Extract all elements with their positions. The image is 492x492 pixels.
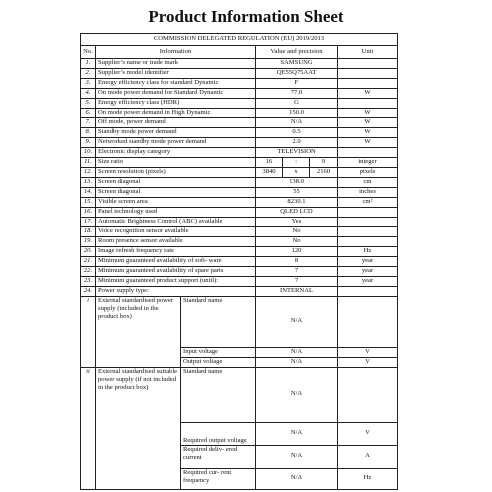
row-number: 11.: [81, 158, 96, 168]
row-info: Image refresh frequency rate: [96, 247, 256, 257]
row-info: Electronic display category: [96, 148, 256, 158]
row-unit: cm: [338, 177, 398, 187]
row-info: Off mode, power demand: [96, 118, 256, 128]
row-value: 77.0: [256, 88, 338, 98]
row-unit: [338, 148, 398, 158]
row-value: INTERNAL: [256, 286, 338, 296]
row-unit: W: [338, 108, 398, 118]
row-info: Size ratio: [96, 158, 256, 168]
sub-value: N/A: [256, 468, 338, 489]
sub-value: N/A: [256, 367, 338, 422]
row-unit: inches: [338, 187, 398, 197]
row-value: 138.0: [256, 177, 338, 187]
table-row: [81, 158, 398, 168]
ratio-sep: :: [283, 158, 310, 168]
row-value: TELEVISION: [256, 148, 338, 158]
sub-label: Required output voltage: [181, 422, 256, 445]
row-unit: W: [338, 138, 398, 148]
row-info: Screen diagonal: [96, 187, 256, 197]
table-row: [81, 59, 398, 69]
row-info: Networked standby mode power demand: [96, 138, 256, 148]
row-number: 5.: [81, 98, 96, 108]
table-row: [81, 98, 398, 108]
sub-value: N/A: [256, 347, 338, 357]
regulation-title: COMMISSION DELEGATED REGULATION (EU) 2019/2013: [81, 34, 398, 46]
table-row: [81, 128, 398, 138]
row-value: N/A: [256, 118, 338, 128]
row-value: Yes: [256, 217, 338, 227]
row-unit: year: [338, 267, 398, 277]
row-info: Screen resolution (pixels): [96, 167, 256, 177]
row-unit: [338, 68, 398, 78]
power-supply-i-row: [81, 296, 398, 347]
sub-unit: V: [338, 357, 398, 367]
row-info: Minimum guaranteed product support (until):: [96, 276, 256, 286]
row-number: 10.: [81, 148, 96, 158]
row-info: Supplier’s model identifier: [96, 68, 256, 78]
row-number: 1.: [81, 59, 96, 69]
row-info: Automatic Brightness Control (ABC) available: [96, 217, 256, 227]
ratio-b: 9: [310, 158, 338, 168]
row-info: Energy efficiency class for standard Dynamic: [96, 78, 256, 88]
row-value: 55: [256, 187, 338, 197]
row-value: 8: [256, 257, 338, 267]
row-info: Room presence sensor available: [96, 237, 256, 247]
row-unit: [338, 207, 398, 217]
row-number: 16.: [81, 207, 96, 217]
sub-value: N/A: [256, 422, 338, 445]
info-table: [80, 33, 398, 490]
sub-label: Input voltage: [181, 347, 256, 357]
sub-unit: A: [338, 445, 398, 468]
table-row: [81, 88, 398, 98]
sub-label: Standard name: [181, 296, 256, 347]
table-row: [81, 118, 398, 128]
row-unit: W: [338, 88, 398, 98]
row-value: 2.0: [256, 138, 338, 148]
row-number: 9.: [81, 138, 96, 148]
table-row: [81, 217, 398, 227]
row-unit: [338, 286, 398, 296]
row-info: Visible screen area: [96, 197, 256, 207]
row-number: i: [81, 296, 96, 367]
row-value: QE55Q75AAT: [256, 68, 338, 78]
sub-label: Output voltage: [181, 357, 256, 367]
power-supply-ii-label: External standardised suitable power supply (if not included in the product box): [96, 367, 181, 489]
row-value: 0.5: [256, 128, 338, 138]
row-info: Standby mode power demand: [96, 128, 256, 138]
table-row: [81, 207, 398, 217]
row-info: On mode power demand in High Dynamic: [96, 108, 256, 118]
resolution-sep: x: [283, 167, 310, 177]
table-row: [81, 167, 398, 177]
row-unit: year: [338, 276, 398, 286]
row-value: F: [256, 78, 338, 88]
row-value: 7: [256, 276, 338, 286]
row-number: 7.: [81, 118, 96, 128]
table-row: [81, 138, 398, 148]
row-value: 120: [256, 247, 338, 257]
col-header-information: Information: [96, 46, 256, 59]
sub-value: N/A: [256, 296, 338, 347]
row-info: Screen diagonal: [96, 177, 256, 187]
row-number: 14.: [81, 187, 96, 197]
sub-unit: [338, 296, 398, 347]
row-unit: W: [338, 128, 398, 138]
table-row: [81, 227, 398, 237]
power-supply-i-label: External standardised power supply (included in the product box): [96, 296, 181, 367]
row-unit: [338, 59, 398, 69]
header-row: [81, 46, 398, 59]
row-value: QLED LCD: [256, 207, 338, 217]
row-info: Minimum guaranteed availability of soft- ware: [96, 257, 256, 267]
table-row: [81, 267, 398, 277]
row-number: 21.: [81, 257, 96, 267]
row-value: No: [256, 237, 338, 247]
table-row: [81, 257, 398, 267]
table-row: [81, 78, 398, 88]
row-value: SAMSUNG: [256, 59, 338, 69]
col-header-no: No.: [81, 46, 96, 59]
table-row: [81, 276, 398, 286]
row-number: 3.: [81, 78, 96, 88]
row-unit: [338, 98, 398, 108]
col-header-unit: Unit: [338, 46, 398, 59]
row-value: 8230.1: [256, 197, 338, 207]
table-row: [81, 197, 398, 207]
row-number: 20.: [81, 247, 96, 257]
row-number: ii: [81, 367, 96, 489]
row-unit: integer: [338, 158, 398, 168]
row-info: Energy efficiency class (HDR): [96, 98, 256, 108]
row-unit: year: [338, 257, 398, 267]
row-info: Minimum guaranteed availability of spare parts: [96, 267, 256, 277]
row-number: 4.: [81, 88, 96, 98]
row-number: 8.: [81, 128, 96, 138]
sub-unit: V: [338, 422, 398, 445]
row-number: 17.: [81, 217, 96, 227]
row-unit: [338, 78, 398, 88]
sub-value: N/A: [256, 357, 338, 367]
sub-label: Required cur- rent frequency: [181, 468, 256, 489]
row-number: 18.: [81, 227, 96, 237]
row-unit: [338, 217, 398, 227]
row-unit: Hz: [338, 247, 398, 257]
row-unit: pixels: [338, 167, 398, 177]
resolution-b: 2160: [310, 167, 338, 177]
table-row: [81, 247, 398, 257]
row-info: Voice recognition sensor available: [96, 227, 256, 237]
row-value: No: [256, 227, 338, 237]
row-number: 2.: [81, 68, 96, 78]
resolution-a: 3840: [256, 167, 283, 177]
sheet-title: Product Information Sheet: [148, 7, 344, 26]
table-row: [81, 286, 398, 296]
row-unit: [338, 227, 398, 237]
table-row: [81, 177, 398, 187]
row-info: Supplier’s name or trade mark: [96, 59, 256, 69]
row-unit: cm²: [338, 197, 398, 207]
sub-unit: Hz: [338, 468, 398, 489]
row-info: On mode power demand for Standard Dynamic: [96, 88, 256, 98]
table-row: [81, 148, 398, 158]
sub-unit: [338, 367, 398, 422]
sub-label: Standard name: [181, 367, 256, 422]
table-row: [81, 108, 398, 118]
row-value: 150.0: [256, 108, 338, 118]
table-row: [81, 237, 398, 247]
row-unit: [338, 237, 398, 247]
sub-value: N/A: [256, 445, 338, 468]
power-supply-ii-row: [81, 367, 398, 422]
row-value: G: [256, 98, 338, 108]
row-number: 15.: [81, 197, 96, 207]
row-value: 7: [256, 267, 338, 277]
table-row: [81, 68, 398, 78]
table-row: [81, 187, 398, 197]
row-number: 22.: [81, 267, 96, 277]
row-number: 12.: [81, 167, 96, 177]
row-number: 13.: [81, 177, 96, 187]
row-info: Panel technology used: [96, 207, 256, 217]
row-info: Power supply type:: [96, 286, 256, 296]
row-number: 23.: [81, 276, 96, 286]
sub-unit: V: [338, 347, 398, 357]
product-information-sheet: [75, 0, 417, 490]
row-number: 6.: [81, 108, 96, 118]
row-number: 19.: [81, 237, 96, 247]
row-unit: W: [338, 118, 398, 128]
ratio-a: 16: [256, 158, 283, 168]
col-header-value: Value and precision: [256, 46, 338, 59]
row-number: 24.: [81, 286, 96, 296]
sub-label: Required deliv- ered current: [181, 445, 256, 468]
